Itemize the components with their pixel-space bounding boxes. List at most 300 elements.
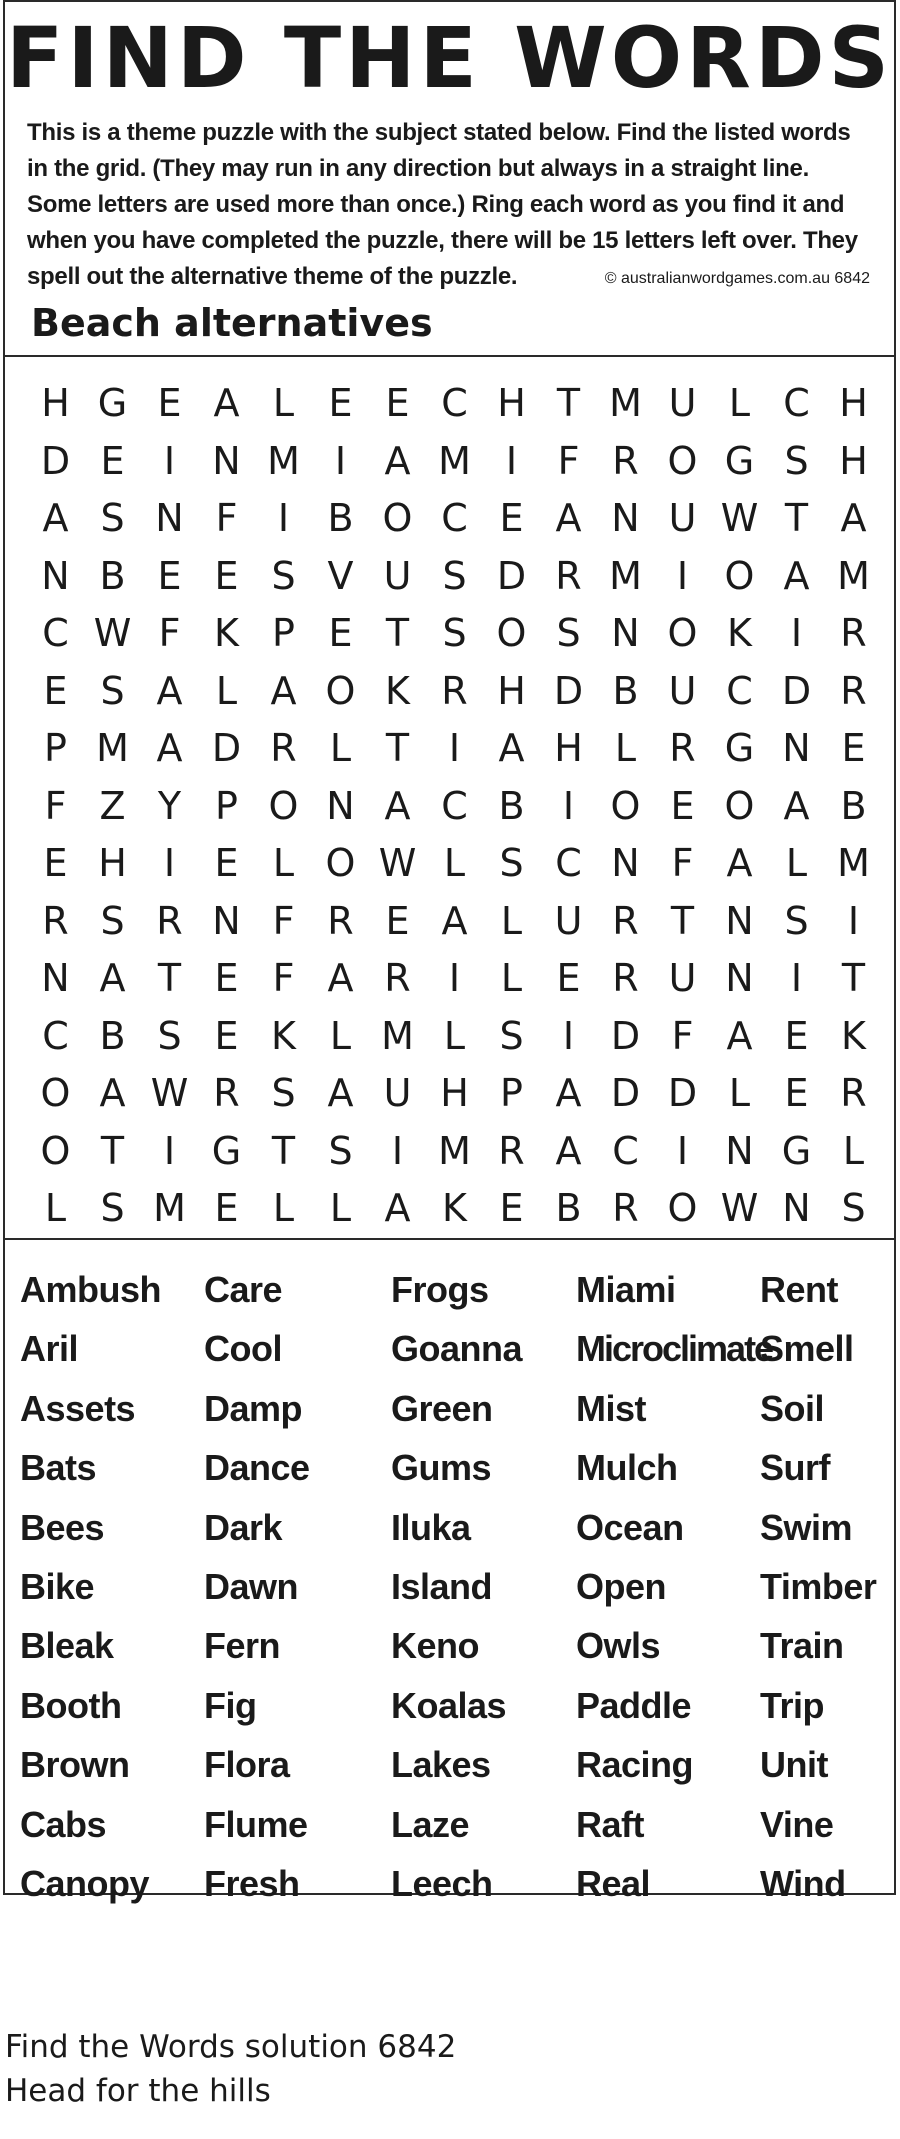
grid-letter[interactable]: E bbox=[385, 898, 410, 943]
grid-letter[interactable]: S bbox=[841, 1186, 866, 1230]
word-list-item: Brown bbox=[20, 1744, 130, 1786]
grid-letter[interactable]: A bbox=[156, 726, 183, 770]
grid-letter[interactable]: R bbox=[441, 668, 468, 713]
word-list-item: Damp bbox=[204, 1387, 303, 1429]
grid-letter[interactable]: D bbox=[667, 1071, 698, 1115]
grid-row bbox=[27, 949, 882, 1007]
word-list-item: Dance bbox=[204, 1447, 310, 1489]
grid-letter[interactable]: E bbox=[499, 496, 524, 540]
grid-letter[interactable]: M bbox=[267, 438, 300, 483]
grid-letter[interactable]: T bbox=[385, 726, 410, 770]
grid-letter[interactable]: M bbox=[153, 1186, 186, 1230]
grid-letter[interactable]: W bbox=[93, 611, 132, 655]
grid-letter[interactable]: D bbox=[781, 668, 812, 713]
grid-letter[interactable]: H bbox=[839, 381, 868, 425]
grid-letter[interactable]: I bbox=[163, 841, 176, 885]
grid-letter[interactable]: K bbox=[442, 1186, 467, 1230]
grid-letter[interactable]: B bbox=[327, 496, 354, 540]
word-list-item: Bleak bbox=[20, 1625, 114, 1667]
grid-letter[interactable]: U bbox=[668, 381, 697, 425]
grid-letter[interactable]: T bbox=[271, 1128, 296, 1173]
grid-letter[interactable]: K bbox=[214, 611, 239, 655]
grid-row bbox=[27, 1007, 882, 1065]
grid-letter[interactable]: F bbox=[272, 898, 295, 943]
word-list-item: Cabs bbox=[20, 1803, 107, 1845]
grid-letter[interactable]: U bbox=[554, 898, 583, 943]
word-list-item: Miami bbox=[576, 1269, 676, 1310]
word-list-item: Lakes bbox=[391, 1744, 491, 1786]
grid-letter[interactable]: O bbox=[496, 611, 527, 655]
grid-letter[interactable]: D bbox=[40, 438, 71, 483]
grid-letter[interactable]: F bbox=[272, 956, 295, 1000]
grid-letter[interactable]: P bbox=[215, 783, 238, 828]
word-list-item: Canopy bbox=[20, 1862, 150, 1904]
grid-letter[interactable]: M bbox=[837, 553, 870, 598]
word-list-item: Keno bbox=[391, 1625, 479, 1667]
word-list-item: Ambush bbox=[20, 1269, 161, 1310]
grid-letter[interactable]: I bbox=[676, 1128, 689, 1173]
grid-letter[interactable]: T bbox=[670, 898, 695, 943]
word-list-item: Vine bbox=[760, 1803, 834, 1845]
grid-letter[interactable]: N bbox=[41, 956, 70, 1000]
grid-letter[interactable]: T bbox=[784, 496, 809, 540]
grid-letter[interactable]: Z bbox=[99, 783, 126, 828]
grid-letter[interactable]: O bbox=[667, 438, 698, 483]
word-list-item: Booth bbox=[20, 1684, 122, 1726]
grid-letter[interactable]: U bbox=[668, 496, 697, 540]
grid-row bbox=[27, 547, 882, 605]
instructions-line: in the grid. (They may run in any direction but always in a straight line. bbox=[27, 155, 809, 182]
word-list-item: Soil bbox=[760, 1387, 825, 1429]
grid-letter[interactable]: L bbox=[329, 726, 352, 770]
grid-letter[interactable]: G bbox=[97, 381, 128, 425]
word-list-item: Bees bbox=[20, 1506, 105, 1548]
grid-letter[interactable]: S bbox=[100, 898, 125, 943]
grid-letter[interactable]: O bbox=[382, 496, 413, 540]
grid-letter[interactable]: F bbox=[158, 611, 181, 655]
grid-letter[interactable]: C bbox=[441, 381, 468, 425]
word-list-item: Real bbox=[576, 1862, 651, 1904]
grid-letter[interactable]: I bbox=[790, 611, 803, 655]
grid-letter[interactable]: K bbox=[385, 668, 410, 713]
grid-letter[interactable]: F bbox=[215, 496, 238, 540]
grid-letter[interactable]: D bbox=[610, 1013, 641, 1058]
word-list-item: Trip bbox=[760, 1684, 825, 1726]
word-list-item: Bike bbox=[20, 1565, 95, 1607]
grid-letter[interactable]: I bbox=[163, 438, 176, 483]
grid-letter[interactable]: M bbox=[609, 381, 642, 425]
grid-letter[interactable]: R bbox=[840, 668, 867, 713]
grid-letter[interactable]: R bbox=[156, 898, 183, 943]
grid-letter[interactable]: N bbox=[41, 553, 70, 598]
word-list-item: Fresh bbox=[204, 1862, 300, 1904]
grid-letter[interactable]: S bbox=[157, 1013, 182, 1058]
puzzle-panel bbox=[3, 0, 896, 1904]
grid-letter[interactable]: A bbox=[327, 956, 354, 1000]
grid-letter[interactable]: B bbox=[99, 1013, 126, 1058]
grid-letter[interactable]: M bbox=[609, 553, 642, 598]
grid-letter[interactable]: D bbox=[610, 1071, 641, 1115]
grid-letter[interactable]: T bbox=[100, 1128, 125, 1173]
word-list-item: Care bbox=[204, 1269, 283, 1310]
grid-letter[interactable]: B bbox=[498, 783, 525, 828]
grid-letter[interactable]: O bbox=[40, 1128, 71, 1173]
grid-letter[interactable]: I bbox=[448, 956, 461, 1000]
word-list-item: Rent bbox=[760, 1269, 838, 1310]
grid-letter[interactable]: C bbox=[441, 783, 468, 828]
grid-letter[interactable]: O bbox=[268, 783, 299, 828]
grid-letter[interactable]: B bbox=[612, 668, 639, 713]
grid-row bbox=[27, 892, 882, 950]
grid-letter[interactable]: E bbox=[43, 841, 68, 885]
word-list-item: Fern bbox=[204, 1625, 281, 1667]
grid-letter[interactable]: E bbox=[43, 668, 68, 713]
grid-letter[interactable]: R bbox=[612, 1186, 639, 1230]
grid-letter[interactable]: L bbox=[500, 898, 523, 943]
grid-letter[interactable]: B bbox=[99, 553, 126, 598]
grid-letter[interactable]: H bbox=[554, 726, 583, 770]
grid-letter[interactable]: E bbox=[214, 1013, 239, 1058]
grid-letter[interactable]: S bbox=[271, 553, 296, 598]
grid-letter[interactable]: U bbox=[668, 668, 697, 713]
grid-letter[interactable]: H bbox=[497, 668, 526, 713]
grid-letter[interactable]: O bbox=[325, 668, 356, 713]
grid-letter[interactable]: D bbox=[211, 726, 242, 770]
word-column bbox=[576, 1260, 772, 1913]
grid-letter[interactable]: A bbox=[498, 726, 525, 770]
word-list-item: Aril bbox=[20, 1328, 79, 1370]
grid-letter[interactable]: L bbox=[785, 841, 808, 885]
grid-letter[interactable]: P bbox=[272, 611, 295, 655]
grid-letter[interactable]: Y bbox=[157, 783, 182, 828]
grid-letter[interactable]: A bbox=[327, 1071, 354, 1115]
grid-letter[interactable]: H bbox=[839, 438, 868, 483]
grid-letter[interactable]: R bbox=[498, 1128, 525, 1173]
word-list bbox=[5, 1240, 894, 1904]
grid-letter[interactable]: E bbox=[214, 553, 239, 598]
word-list-item: Laze bbox=[391, 1803, 470, 1845]
grid-letter[interactable]: N bbox=[212, 438, 241, 483]
grid-letter[interactable]: L bbox=[329, 1013, 352, 1058]
grid-letter[interactable]: A bbox=[840, 496, 867, 540]
word-list-item: Ocean bbox=[576, 1506, 684, 1548]
grid-letter[interactable]: C bbox=[783, 381, 810, 425]
grid-letter[interactable]: L bbox=[614, 726, 637, 770]
grid-letter[interactable]: S bbox=[499, 841, 524, 885]
word-list-item: Smell bbox=[760, 1328, 854, 1370]
instructions-line: Some letters are used more than once.) Ring each word as you find it and bbox=[27, 191, 845, 218]
instructions bbox=[27, 115, 877, 295]
puzzle-header bbox=[5, 2, 894, 357]
grid-letter[interactable]: N bbox=[326, 783, 355, 828]
grid-letter[interactable]: A bbox=[384, 438, 411, 483]
solution-title: Find the Words solution 6842 bbox=[5, 2029, 457, 2065]
grid-row bbox=[27, 834, 882, 892]
instructions-line: spell out the alternative theme of the puzzle. bbox=[27, 263, 518, 290]
grid-letter[interactable]: E bbox=[841, 726, 866, 770]
solution-answer: Head for the hills bbox=[5, 2073, 271, 2109]
grid-letter[interactable]: W bbox=[150, 1071, 189, 1115]
grid-letter[interactable]: S bbox=[499, 1013, 524, 1058]
word-list-item: Green bbox=[391, 1387, 493, 1429]
grid-letter[interactable]: A bbox=[99, 1071, 126, 1115]
grid-letter[interactable]: I bbox=[277, 496, 290, 540]
grid-letter[interactable]: R bbox=[669, 726, 696, 770]
grid-letter[interactable]: N bbox=[782, 1186, 811, 1230]
grid-letter[interactable]: C bbox=[42, 611, 69, 655]
grid-letter[interactable]: I bbox=[790, 956, 803, 1000]
grid-letter[interactable]: T bbox=[841, 956, 866, 1000]
word-list-item: Raft bbox=[576, 1803, 644, 1845]
grid-letter[interactable]: F bbox=[557, 438, 580, 483]
grid-letter[interactable]: A bbox=[270, 668, 297, 713]
grid-letter[interactable]: G bbox=[724, 726, 755, 770]
grid-letter[interactable]: S bbox=[784, 898, 809, 943]
grid-letter[interactable]: E bbox=[670, 783, 695, 828]
word-column bbox=[391, 1260, 522, 1913]
grid-row bbox=[27, 1064, 882, 1122]
grid-letter[interactable]: O bbox=[40, 1071, 71, 1115]
grid-letter[interactable]: A bbox=[441, 898, 468, 943]
grid-letter[interactable]: I bbox=[163, 1128, 176, 1173]
word-list-item: Dawn bbox=[204, 1565, 299, 1607]
grid-letter[interactable]: S bbox=[100, 496, 125, 540]
grid-letter[interactable]: I bbox=[847, 898, 860, 943]
word-list-item: Gums bbox=[391, 1447, 492, 1489]
word-list-item: Koalas bbox=[391, 1684, 507, 1726]
grid-letter[interactable]: W bbox=[720, 496, 759, 540]
puzzle-theme: Beach alternatives bbox=[31, 301, 433, 345]
word-list-item: Iluka bbox=[391, 1506, 471, 1548]
grid-letter[interactable]: E bbox=[157, 553, 182, 598]
grid-letter[interactable]: R bbox=[612, 438, 639, 483]
grid-letter[interactable]: E bbox=[328, 381, 353, 425]
grid-letter[interactable]: L bbox=[272, 381, 295, 425]
grid-letter[interactable]: L bbox=[272, 1186, 295, 1230]
grid-letter[interactable]: G bbox=[781, 1128, 812, 1173]
grid-row bbox=[27, 662, 882, 720]
grid-letter[interactable]: S bbox=[100, 668, 125, 713]
word-list-item: Paddle bbox=[576, 1684, 692, 1726]
grid-letter[interactable]: U bbox=[383, 1071, 412, 1115]
grid-letter[interactable]: S bbox=[100, 1186, 125, 1230]
grid-letter[interactable]: C bbox=[555, 841, 582, 885]
grid-row bbox=[27, 604, 882, 662]
grid-letter[interactable]: A bbox=[783, 783, 810, 828]
word-list-item: Goanna bbox=[391, 1328, 523, 1370]
instructions-line: This is a theme puzzle with the subject stated below. Find the listed words bbox=[27, 119, 851, 146]
grid-letter[interactable]: K bbox=[271, 1013, 296, 1058]
letter-grid bbox=[5, 357, 894, 1240]
word-list-item: Frogs bbox=[391, 1269, 489, 1310]
grid-letter[interactable]: L bbox=[728, 1071, 751, 1115]
grid-letter[interactable]: M bbox=[837, 841, 870, 885]
grid-letter[interactable]: L bbox=[329, 1186, 352, 1230]
grid-letter[interactable]: A bbox=[555, 1071, 582, 1115]
grid-letter[interactable]: H bbox=[98, 841, 127, 885]
word-column bbox=[760, 1260, 876, 1913]
grid-letter[interactable]: S bbox=[784, 438, 809, 483]
grid-letter[interactable]: I bbox=[391, 1128, 404, 1173]
grid-letter[interactable]: H bbox=[497, 381, 526, 425]
word-list-item: Fig bbox=[204, 1684, 257, 1726]
word-list-item: Mist bbox=[576, 1387, 646, 1429]
grid-letter[interactable]: A bbox=[726, 1013, 753, 1058]
grid-letter[interactable]: I bbox=[676, 553, 689, 598]
grid-letter[interactable]: F bbox=[671, 1013, 694, 1058]
grid-row bbox=[27, 1179, 882, 1237]
word-list-item: Leech bbox=[391, 1862, 493, 1904]
grid-letter[interactable]: E bbox=[157, 381, 182, 425]
grid-letter[interactable]: L bbox=[443, 841, 466, 885]
grid-letter[interactable]: H bbox=[440, 1071, 469, 1115]
grid-letter[interactable]: M bbox=[438, 438, 471, 483]
grid-letter[interactable]: L bbox=[215, 668, 238, 713]
copyright-credit: © australianwordgames.com.au 6842 bbox=[604, 270, 870, 287]
grid-letter[interactable]: A bbox=[555, 496, 582, 540]
grid-letter[interactable]: L bbox=[443, 1013, 466, 1058]
grid-letter[interactable]: H bbox=[41, 381, 70, 425]
grid-letter[interactable]: T bbox=[385, 611, 410, 655]
word-list-item: Cool bbox=[204, 1328, 282, 1370]
grid-letter[interactable]: D bbox=[553, 668, 584, 713]
grid-letter[interactable]: V bbox=[327, 553, 354, 598]
grid-letter[interactable]: R bbox=[213, 1071, 240, 1115]
grid-letter[interactable]: N bbox=[611, 496, 640, 540]
grid-letter[interactable]: S bbox=[442, 553, 467, 598]
grid-letter[interactable]: E bbox=[100, 438, 125, 483]
grid-letter[interactable]: R bbox=[840, 1071, 867, 1115]
grid-letter[interactable]: I bbox=[505, 438, 518, 483]
grid-letter[interactable]: E bbox=[214, 841, 239, 885]
grid-letter[interactable]: N bbox=[155, 496, 184, 540]
grid-row bbox=[27, 777, 882, 835]
grid-letter[interactable]: R bbox=[270, 726, 297, 770]
grid-letter[interactable]: O bbox=[667, 1186, 698, 1230]
grid-letter[interactable]: B bbox=[555, 1186, 582, 1230]
grid-row bbox=[27, 432, 882, 490]
grid-letter[interactable]: U bbox=[383, 553, 412, 598]
grid-letter[interactable]: R bbox=[555, 553, 582, 598]
word-list-item: Flora bbox=[204, 1744, 290, 1786]
grid-letter[interactable]: N bbox=[725, 898, 754, 943]
grid-letter[interactable]: S bbox=[556, 611, 581, 655]
grid-letter[interactable]: C bbox=[612, 1128, 639, 1173]
grid-letter[interactable]: O bbox=[667, 611, 698, 655]
grid-letter[interactable]: A bbox=[156, 668, 183, 713]
grid-letter[interactable]: A bbox=[99, 956, 126, 1000]
grid-letter[interactable]: K bbox=[841, 1013, 866, 1058]
grid-letter[interactable]: S bbox=[442, 611, 467, 655]
grid-letter[interactable]: P bbox=[500, 1071, 523, 1115]
word-list-item: Unit bbox=[760, 1744, 828, 1786]
grid-letter[interactable]: N bbox=[611, 841, 640, 885]
grid-letter[interactable]: R bbox=[327, 898, 354, 943]
grid-letter[interactable]: S bbox=[271, 1071, 296, 1115]
grid-row bbox=[27, 1122, 882, 1180]
grid-letter[interactable]: K bbox=[727, 611, 752, 655]
grid-letter[interactable]: A bbox=[726, 841, 753, 885]
grid-letter[interactable]: I bbox=[334, 438, 347, 483]
grid-letter[interactable]: N bbox=[782, 726, 811, 770]
grid-letter[interactable]: R bbox=[384, 956, 411, 1000]
grid-letter[interactable]: A bbox=[384, 1186, 411, 1230]
grid-letter[interactable]: I bbox=[448, 726, 461, 770]
grid-letter[interactable]: W bbox=[378, 841, 417, 885]
grid-letter[interactable]: R bbox=[42, 898, 69, 943]
grid-letter[interactable]: O bbox=[724, 783, 755, 828]
grid-letter[interactable]: L bbox=[272, 841, 295, 885]
grid-letter[interactable]: M bbox=[438, 1128, 471, 1173]
grid-letter[interactable]: A bbox=[42, 496, 69, 540]
grid-letter[interactable]: L bbox=[500, 956, 523, 1000]
grid-letter[interactable]: E bbox=[214, 956, 239, 1000]
grid-letter[interactable]: I bbox=[562, 1013, 575, 1058]
grid-letter[interactable]: N bbox=[725, 956, 754, 1000]
grid-letter[interactable]: O bbox=[325, 841, 356, 885]
grid-letter[interactable]: N bbox=[611, 611, 640, 655]
grid-letter[interactable]: G bbox=[211, 1128, 242, 1173]
grid-letter[interactable]: F bbox=[44, 783, 67, 828]
grid-letter[interactable]: D bbox=[496, 553, 527, 598]
grid-letter[interactable]: R bbox=[612, 898, 639, 943]
grid-letter[interactable]: E bbox=[328, 611, 353, 655]
word-list-item: Train bbox=[760, 1625, 844, 1667]
grid-letter[interactable]: O bbox=[610, 783, 641, 828]
instructions-line: when you have completed the puzzle, there will be 15 letters left over. They bbox=[27, 227, 858, 254]
grid-letter[interactable]: C bbox=[441, 496, 468, 540]
solution-block bbox=[5, 2025, 456, 2113]
grid-letter[interactable]: L bbox=[44, 1186, 67, 1230]
word-list-item: Swim bbox=[760, 1506, 853, 1548]
grid-letter[interactable]: S bbox=[328, 1128, 353, 1173]
grid-letter[interactable]: R bbox=[612, 956, 639, 1000]
grid-letter[interactable]: O bbox=[724, 553, 755, 598]
grid-letter[interactable]: A bbox=[783, 553, 810, 598]
grid-letter[interactable]: F bbox=[671, 841, 694, 885]
grid-letter[interactable]: W bbox=[720, 1186, 759, 1230]
grid-letter[interactable]: N bbox=[725, 1128, 754, 1173]
word-list-item: Wind bbox=[760, 1862, 846, 1904]
word-list-item: Flume bbox=[204, 1803, 308, 1845]
grid-letter[interactable]: L bbox=[728, 381, 751, 425]
word-list-item: Island bbox=[391, 1565, 493, 1607]
grid-letter[interactable]: T bbox=[157, 956, 182, 1000]
grid-letter[interactable]: E bbox=[385, 381, 410, 425]
grid-letter[interactable]: A bbox=[213, 381, 240, 425]
grid-letter[interactable]: N bbox=[212, 898, 241, 943]
grid-letter[interactable]: C bbox=[42, 1013, 69, 1058]
grid-letter[interactable]: E bbox=[556, 956, 581, 1000]
grid-letter[interactable]: E bbox=[784, 1071, 809, 1115]
grid-letter[interactable]: M bbox=[381, 1013, 414, 1058]
grid-letter[interactable]: L bbox=[842, 1128, 865, 1173]
grid-letter[interactable]: T bbox=[556, 381, 581, 425]
grid-letter[interactable]: P bbox=[44, 726, 67, 770]
grid-letter[interactable]: C bbox=[726, 668, 753, 713]
grid-letter[interactable]: G bbox=[724, 438, 755, 483]
grid-letter[interactable]: A bbox=[384, 783, 411, 828]
grid-letter[interactable]: E bbox=[214, 1186, 239, 1230]
grid-letter[interactable]: M bbox=[96, 726, 129, 770]
grid-letter[interactable]: B bbox=[840, 783, 867, 828]
grid-letter[interactable]: I bbox=[562, 783, 575, 828]
grid-letter[interactable]: E bbox=[499, 1186, 524, 1230]
grid-letter[interactable]: A bbox=[555, 1128, 582, 1173]
grid-letter[interactable]: R bbox=[840, 611, 867, 655]
grid-letter[interactable]: E bbox=[784, 1013, 809, 1058]
grid-letter[interactable]: U bbox=[668, 956, 697, 1000]
